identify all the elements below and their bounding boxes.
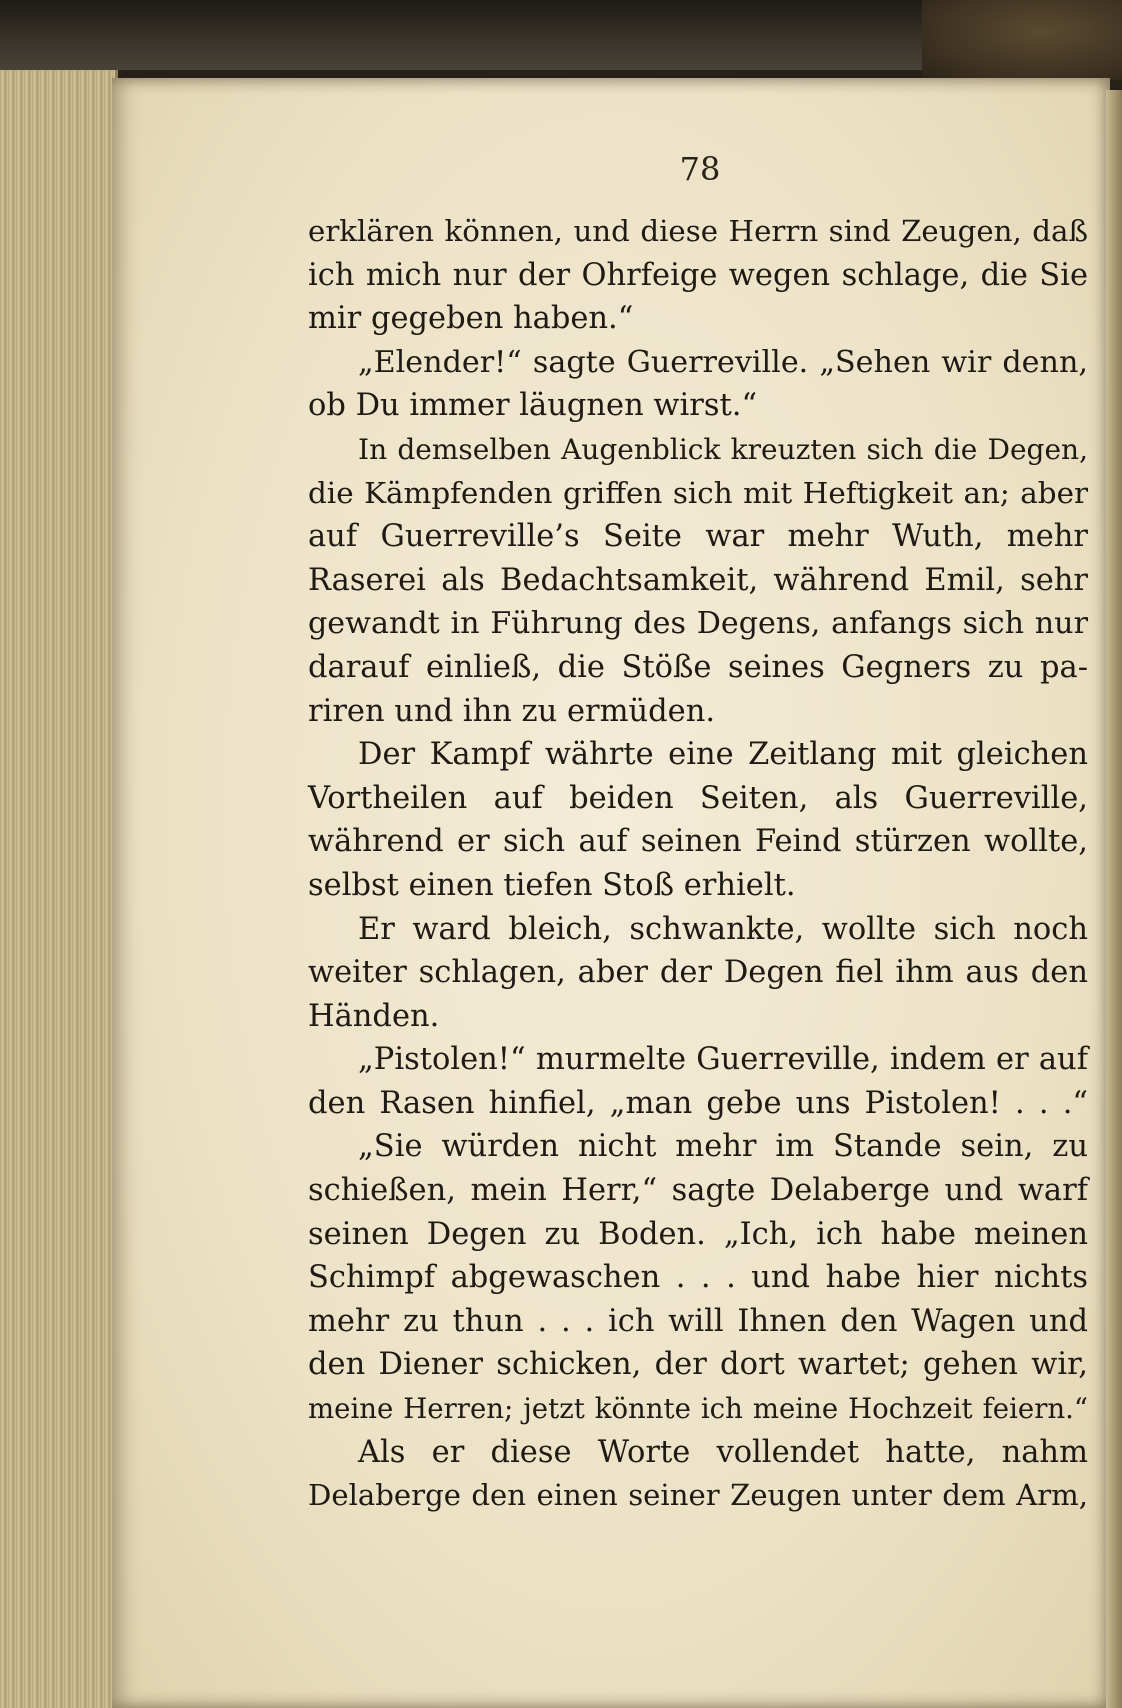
text-line: Als er diese Worte vollendet hatte, nahm (358, 1434, 1088, 1470)
text-line: Schimpf abgewaschen . . . und habe hier nichts (308, 1260, 1088, 1296)
text-line: ob Du immer läugnen wirst.“ (308, 388, 758, 424)
text-line: ich mich nur der Ohrfeige wegen schlage, die Sie (308, 257, 1088, 293)
text-line: weiter schlagen, aber der Degen fiel ihm aus den (308, 955, 1088, 991)
page-text (308, 210, 1088, 1518)
page-right-edge (1106, 90, 1122, 1708)
text-line: darauf einließ, die Stöße seines Gegners zu pa- (308, 649, 1088, 685)
text-line: erklären können, und diese Herrn sind Zeugen, daß (308, 214, 1088, 248)
text-line: den Diener schicken, der dort wartet; gehen wir, (308, 1347, 1088, 1383)
text-line: riren und ihn zu ermüden. (308, 693, 716, 729)
stacked-page-edges (0, 70, 118, 1708)
text-line: mir gegeben haben.“ (308, 301, 634, 337)
text-line: selbst einen tiefen Stoß erhielt. (308, 867, 796, 903)
text-line: Der Kampf währte eine Zeitlang mit gleichen (358, 737, 1088, 773)
text-line: Händen. (308, 998, 440, 1034)
page-number: 78 (679, 150, 721, 188)
text-line: „Pistolen!“ murmelte Guerreville, indem er auf (358, 1042, 1088, 1078)
text-line: Delaberge den einen seiner Zeugen unter dem Arm, (308, 1478, 1088, 1513)
text-line: „Sie würden nicht mehr im Stande sein, zu (358, 1129, 1088, 1165)
text-line: Vortheilen auf beiden Seiten, als Guerreville, (308, 780, 1088, 816)
bookmark-ribbon (922, 0, 1122, 80)
text-line: mehr zu thun . . . ich will Ihnen den Wagen und (308, 1303, 1088, 1339)
text-line: Raserei als Bedachtsamkeit, während Emil, sehr (308, 562, 1088, 598)
text-line: In demselben Augenblick kreuzten sich die Degen, (358, 432, 1088, 466)
text-line: meine Herren; jetzt könnte ich meine Hochzeit feiern.“ (308, 1392, 1088, 1426)
text-line: den Rasen hinfiel, „man gebe uns Pistolen! . . .“ (308, 1085, 1088, 1121)
text-line: auf Guerreville’s Seite war mehr Wuth, mehr (308, 519, 1088, 555)
text-line: seinen Degen zu Boden. „Ich, ich habe meinen (308, 1216, 1088, 1252)
text-line: schießen, mein Herr,“ sagte Delaberge und warf (308, 1173, 1088, 1209)
text-line: während er sich auf seinen Feind stürzen wollte, (308, 824, 1088, 860)
text-line: Er ward bleich, schwankte, wollte sich noch (358, 911, 1088, 947)
text-line: die Kämpfenden griffen sich mit Heftigkeit an; aber (308, 475, 1088, 510)
text-line: gewandt in Führung des Degens, anfangs sich nur (308, 606, 1088, 642)
text-line: „Elender!“ sagte Guerreville. „Sehen wir denn, (358, 344, 1088, 380)
